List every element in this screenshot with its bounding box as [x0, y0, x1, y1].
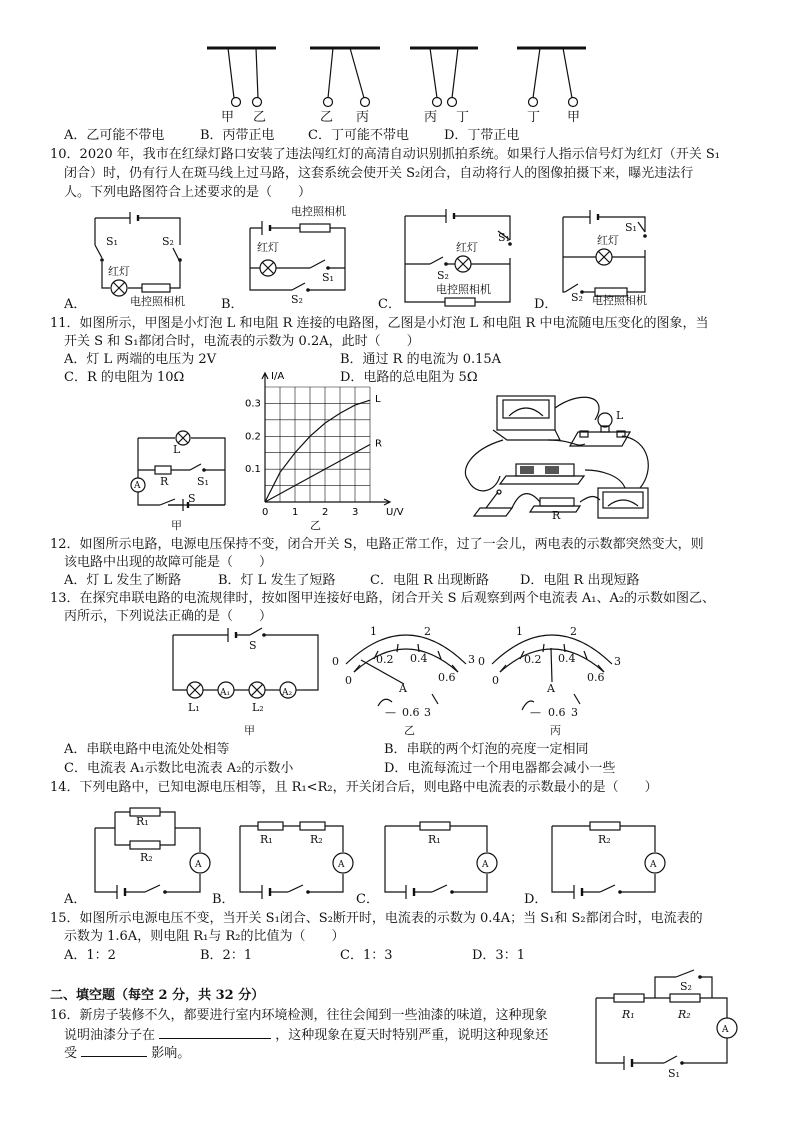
q13-stem: 13．在探究串联电路的电流规律时，按如图甲连接好电路，闭合开关 S 后观察到两个电流表 A₁、A₂的示数如图乙、	[50, 591, 716, 606]
q10c-cam-label: 电控照相机	[436, 283, 491, 296]
q13-a1-label: A₁	[220, 688, 231, 698]
q13-fig-yi-label: 乙	[404, 724, 415, 737]
q10-stem: 闭合）时，仍有行人在斑马线上过马路，这套系统会使开关 S₂闭合，自动将行人的图像拍摄下来，曝光违法行	[64, 166, 694, 181]
y-tick-label: 0.1	[245, 464, 261, 476]
q10c-s1-label: S₁	[498, 231, 510, 244]
dial-bing-a-label: A	[547, 682, 555, 695]
q14-option-b[interactable]: B．	[212, 892, 235, 907]
q10d-s1-label: S₁	[625, 221, 637, 234]
dial-bing-terminal: 3	[571, 706, 578, 719]
dial-bing-tick: 0.4	[558, 652, 576, 665]
dial-yi-tick: 0.6	[438, 671, 456, 684]
q10-stem: 10．2020 年，我市在红绿灯路口安装了违法闯红灯的高清自动识别抓拍系统。如果行人指示信号灯为红灯（开关 S₁	[50, 147, 721, 162]
q14-option-d[interactable]: D．	[524, 892, 548, 907]
q11-option-d[interactable]: D．电路的总电阻为 5Ω	[340, 370, 478, 385]
q9-label: 乙	[253, 110, 267, 125]
q13-option-a[interactable]: A．串联电路中电流处处相等	[64, 742, 230, 757]
q10-option-d[interactable]: D．	[534, 297, 558, 312]
y-tick-label: 0.3	[245, 398, 261, 410]
q14d-r2-label: R₂	[598, 833, 611, 846]
q10c-s2-label: S₂	[437, 269, 449, 282]
q14a-ammeter-label: A	[195, 860, 202, 870]
q13-s-label: S	[249, 639, 257, 652]
q11-lamp-label: L	[173, 443, 181, 456]
q10b-s2-label: S₂	[291, 293, 303, 306]
q11-fig-yi-label: 乙	[310, 519, 321, 532]
dial-bing-tick: 0	[492, 674, 499, 687]
q13-option-b[interactable]: B．串联的两个灯泡的亮度一定相同	[384, 742, 589, 757]
x-tick-label: 1	[292, 507, 299, 518]
q10b-cam-label: 电控照相机	[291, 205, 346, 218]
q14b-r1-label: R₁	[260, 833, 273, 846]
q9-label: 甲	[221, 110, 235, 125]
q14b-ammeter-label: A	[338, 860, 345, 870]
q14c-ammeter-label: A	[482, 860, 489, 870]
x-tick-label: 0	[262, 507, 269, 518]
q9-label: 丙	[424, 110, 438, 125]
q12-stem: 12．如图所示电路，电源电压保持不变，闭合开关 S，电路正常工作，过了一会儿，两电表的示数都突然变大，则	[50, 537, 704, 552]
x-tick-label: 3	[352, 507, 359, 518]
q13-option-c[interactable]: C．电流表 A₁示数比电流表 A₂的示数小	[64, 761, 294, 776]
q9-label: 丁	[527, 110, 541, 125]
q10a-red-label: 红灯	[108, 265, 130, 278]
q13-option-d[interactable]: D．电流每流过一个用电器都会减小一些	[384, 761, 616, 776]
q10d-cam-label: 电控照相机	[592, 294, 647, 307]
q11-option-a[interactable]: A．灯 L 两端的电压为 2V	[64, 352, 217, 367]
q10d-s2-label: S₂	[571, 291, 583, 304]
q11-s-label: S	[188, 492, 196, 505]
q15-option-b[interactable]: B．2：1	[200, 948, 253, 963]
q11-option-b[interactable]: B．通过 R 的电流为 0.15A	[340, 352, 502, 367]
q11-resistor-label: R	[160, 475, 169, 488]
q16-s1-label: S₁	[668, 1067, 680, 1080]
q9-option-a[interactable]: A．乙可能不带电	[64, 128, 165, 143]
dial-yi-tick: 0	[332, 655, 339, 668]
q15-option-d[interactable]: D．3：1	[472, 948, 525, 963]
q11-apparatus-r-label: R	[552, 509, 561, 522]
dial-bing-tick: 1	[516, 625, 523, 638]
q16-text: 影响。	[151, 1046, 191, 1061]
q9-option-d[interactable]: D．丁带正电	[444, 128, 520, 143]
dial-bing-tick: 2	[570, 625, 577, 638]
q13-fig-jia-label: 甲	[244, 724, 255, 737]
dial-yi-terminal: —	[385, 706, 396, 719]
q11-apparatus-l-label: L	[616, 409, 624, 422]
q10-option-b[interactable]: B．	[221, 297, 244, 312]
q9-option-c[interactable]: C．丁可能不带电	[308, 128, 409, 143]
q14a-r1-label: R₁	[136, 815, 149, 828]
q12-option-a[interactable]: A．灯 L 发生了断路	[64, 573, 182, 588]
q14-stem: 14．下列电路中，已知电源电压相等，且 R₁<R₂，开关闭合后，则电路中电流表的示数最小的是（ ）	[50, 780, 658, 795]
q10-option-c[interactable]: C．	[378, 297, 401, 312]
q15-option-c[interactable]: C．1：3	[340, 948, 393, 963]
q14-option-c[interactable]: C．	[356, 892, 379, 907]
q9-label: 甲	[567, 110, 581, 125]
q15-stem: 示数为 1.6A，则电阻 R₁与 R₂的比值为（ ）	[64, 929, 345, 944]
q11-ammeter-label: A	[134, 481, 141, 491]
q16-text: 说明油漆分子在	[64, 1028, 156, 1043]
q14d-ammeter-label: A	[650, 860, 657, 870]
q10a-s1-label: S₁	[106, 235, 118, 248]
q15-stem: 15．如图所示电源电压不变，当开关 S₁闭合、S₂断开时，电流表的示数为 0.4A；当 S₁和 S₂都闭合时，电流表的	[50, 911, 703, 926]
q10a-s2-label: S₂	[162, 235, 174, 248]
dial-yi-tick: 2	[424, 625, 431, 638]
q10b-red-label: 红灯	[257, 241, 279, 254]
q11-option-c[interactable]: C．R 的电阻为 10Ω	[64, 370, 185, 385]
x-axis-label: U/V	[386, 507, 404, 518]
q16-s2-label: S₂	[680, 980, 692, 993]
q14b-r2-label: R₂	[310, 833, 323, 846]
q11-s1-label: S₁	[197, 475, 209, 488]
q9-label: 丁	[456, 110, 470, 125]
q14c-r1-label: R₁	[428, 833, 441, 846]
dial-bing-tick: 0	[478, 655, 485, 668]
q12-option-c[interactable]: C．电阻 R 出现断路	[370, 573, 489, 588]
q10d-red-label: 红灯	[597, 234, 619, 247]
q10-stem: 人。下列电路图符合上述要求的是（ ）	[64, 185, 312, 200]
q12-option-b[interactable]: B．灯 L 发生了短路	[218, 573, 336, 588]
q16-text: 受	[64, 1046, 78, 1061]
q12-option-d[interactable]: D．电阻 R 出现短路	[520, 573, 640, 588]
dial-bing-terminal: 0.6	[548, 706, 566, 719]
q13-l2-label: L₂	[252, 701, 264, 714]
q16-ammeter-label: A	[722, 1025, 729, 1035]
q12-stem: 该电路中出现的故障可能是（ ）	[64, 555, 273, 570]
q9-label: 乙	[320, 110, 334, 125]
q13-a2-label: A₂	[282, 688, 293, 698]
section-title: 二、填空题（每空 2 分，共 32 分）	[50, 988, 265, 1003]
x-tick-label: 2	[322, 507, 329, 518]
dial-yi-tick: 0	[345, 674, 352, 687]
dial-yi-terminal: 0.6	[402, 706, 420, 719]
q13-stem: 丙所示，下列说法正确的是（ ）	[64, 609, 273, 624]
q10-option-a[interactable]: A．	[64, 297, 87, 312]
dial-yi-tick: 1	[370, 625, 377, 638]
q9-label: 丙	[356, 110, 370, 125]
dial-bing-tick: 0.2	[524, 653, 542, 666]
q11-stem: 11．如图所示，甲图是小灯泡 L 和电阻 R 连接的电路图，乙图是小灯泡 L 和电阻 R 中电流随电压变化的图象，当	[50, 316, 709, 331]
dial-yi-terminal: 3	[424, 706, 431, 719]
y-tick-label: 0.2	[245, 431, 261, 443]
q9-option-b[interactable]: B．丙带正电	[200, 128, 275, 143]
dial-bing-tick: 0.6	[587, 671, 605, 684]
q16-text: ，这种现象在夏天时特别严重，说明这种现象还	[275, 1028, 549, 1043]
q16-stem: 16．新房子装修不久，都要进行室内环境检测，往往会闻到一些油漆的味道，这种现象	[50, 1008, 548, 1023]
q11-stem: 开关 S 和 S₁都闭合时，电流表的示数为 0.2A，此时（ ）	[64, 334, 420, 349]
series-label-R: R	[375, 438, 382, 450]
q16-r2-label: R₂	[678, 1008, 691, 1021]
q10a-cam-label: 电控照相机	[130, 295, 185, 308]
dial-bing-tick: 3	[614, 655, 621, 668]
series-label-L: L	[375, 394, 381, 406]
q14-option-a[interactable]: A．	[64, 892, 87, 907]
q11-fig-jia-label: 甲	[171, 519, 182, 532]
dial-yi-tick: 0.2	[376, 653, 394, 666]
y-axis-label: I/A	[271, 371, 285, 382]
q16-r1-label: R₁	[622, 1008, 635, 1021]
dial-yi-tick: 0.4	[410, 652, 428, 665]
q13-l1-label: L₁	[188, 701, 200, 714]
dial-yi-tick: 3	[468, 653, 475, 666]
q10c-red-label: 红灯	[456, 241, 478, 254]
q15-option-a[interactable]: A．1：2	[64, 948, 116, 963]
q13-fig-bing-label: 丙	[550, 724, 561, 737]
q14a-r2-label: R₂	[140, 851, 153, 864]
q10b-s1-label: S₁	[322, 271, 334, 284]
dial-bing-terminal: —	[530, 706, 541, 719]
dial-yi-a-label: A	[399, 682, 407, 695]
